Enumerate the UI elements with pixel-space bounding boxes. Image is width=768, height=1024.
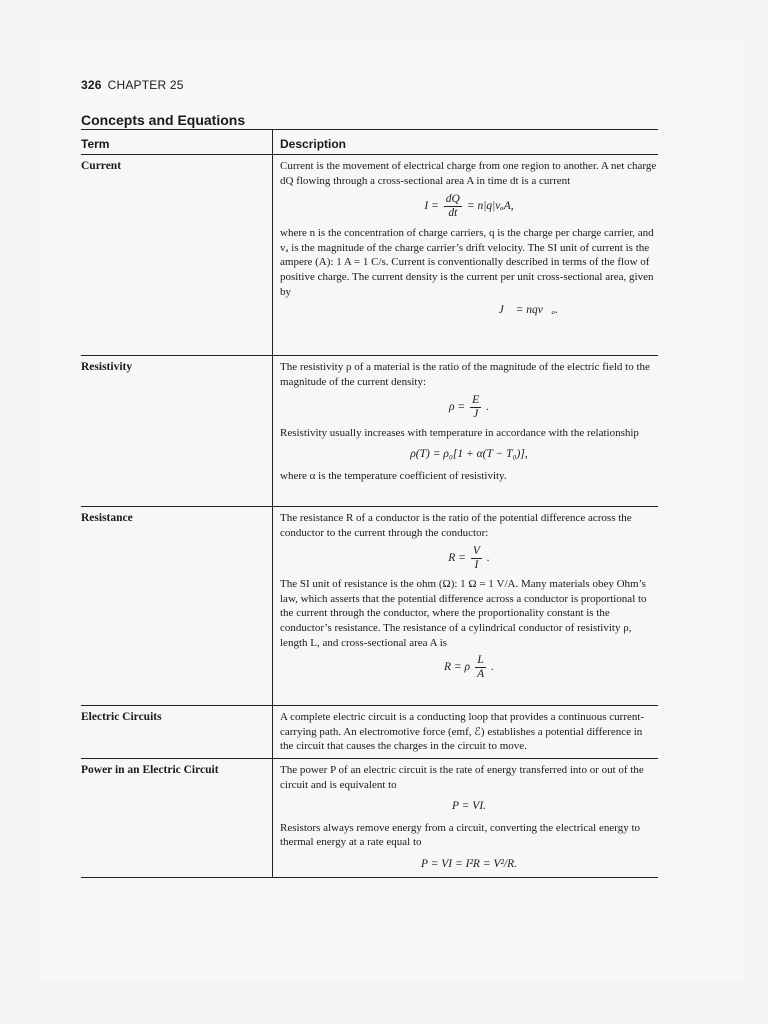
equation-current-definition: I = $\frac{dQ}{dt}$ = n|q|vₐA, <box>424 193 514 220</box>
paragraph: where n is the concentration of charge carriers, q is the charge per charge carrier, and vₐ is the magnitude of the charge carrier’s drift velocity. The SI unit of current is the ampere (A): 1 A = 1 C/s. Current is conventionally described in terms of the flow of positive charge. The current density is the current per unit cross-sectional area, given by <box>280 227 654 298</box>
equation-resistivity: ρ = $\frac{E}{J}$ . <box>448 394 490 421</box>
paragraph: Current is the movement of electrical charge from one region to another. A net charge dQ flowing through a cross-sectional area A in time dt is a current <box>280 160 657 187</box>
table-row-resistivity <box>81 356 658 507</box>
running-header <box>81 78 184 92</box>
column-header-term: Term <box>81 137 110 151</box>
column-header-description: Description <box>272 130 658 154</box>
description-current <box>272 155 658 355</box>
equation-resistance: R = $\frac{V}{I}$ . <box>448 545 490 572</box>
term-current: Current <box>81 160 122 172</box>
equation-resistance-geometry: R = ρ $\frac{L}{A}$ . <box>444 654 494 681</box>
paragraph: where α is the temperature coefficient of resistivity. <box>280 470 507 483</box>
page-number: 326 <box>81 78 102 92</box>
paragraph: The resistivity ρ of a material is the ratio of the magnitude of the electric field to the magnitude of the current density: <box>280 361 650 388</box>
equation-resistivity-temperature: ρ(T) = ρ₀[1 + α(T − T₀)], <box>410 447 528 460</box>
description-power <box>272 759 658 877</box>
term-power: Power in an Electric Circuit <box>81 764 219 776</box>
paragraph: The resistance R of a conductor is the ratio of the potential difference across the conductor to the current through the conductor: <box>280 512 632 539</box>
description-resistivity <box>272 356 658 506</box>
equation-power: P = VI. <box>451 800 487 813</box>
chapter-label: CHAPTER 25 <box>107 78 184 92</box>
paragraph: Resistors always remove energy from a circuit, converting the electrical energy to thermal energy at a rate equal to <box>280 821 641 849</box>
paragraph: The SI unit of resistance is the ohm (Ω): 1 Ω = 1 V/A. Many materials obey Ohm’s law, which asserts that the potential difference across a conductor is proportional to the current through the conductor, where the proportionality constant is the conductor’s resistance. The resistance of a cylindrical conductor of resistivity ρ, length L, and cross-sectional area A is <box>280 578 647 649</box>
term-electric-circuits: Electric Circuits <box>81 711 162 723</box>
table-row-current <box>81 155 658 356</box>
table-row-power <box>81 759 658 878</box>
paragraph: The power P of an electric circuit is the rate of energy transferred into or out of the circuit and is equivalent to <box>280 764 644 791</box>
equation-power-forms: P = VI = I²R = V²/R. <box>420 857 518 870</box>
equation-current-density: J⃗ = nqv⃗ₐ. <box>498 304 558 317</box>
term-resistance: Resistance <box>81 512 133 524</box>
table-row-resistance <box>81 507 658 706</box>
paragraph: A complete electric circuit is a conducting loop that provides a continuous current-carrying path. An electromotive force (emf, ℰ) establishes a potential difference in the circuit that causes the charges in the circuit to move. <box>280 711 645 753</box>
term-resistivity: Resistivity <box>81 361 133 373</box>
description-resistance <box>272 507 658 705</box>
concepts-table <box>81 129 658 878</box>
description-electric-circuits <box>272 706 658 758</box>
table-header <box>81 130 658 155</box>
table-row-electric-circuits <box>81 706 658 759</box>
section-title: Concepts and Equations <box>81 112 246 128</box>
paragraph: Resistivity usually increases with temperature in accordance with the relationship <box>280 427 639 440</box>
